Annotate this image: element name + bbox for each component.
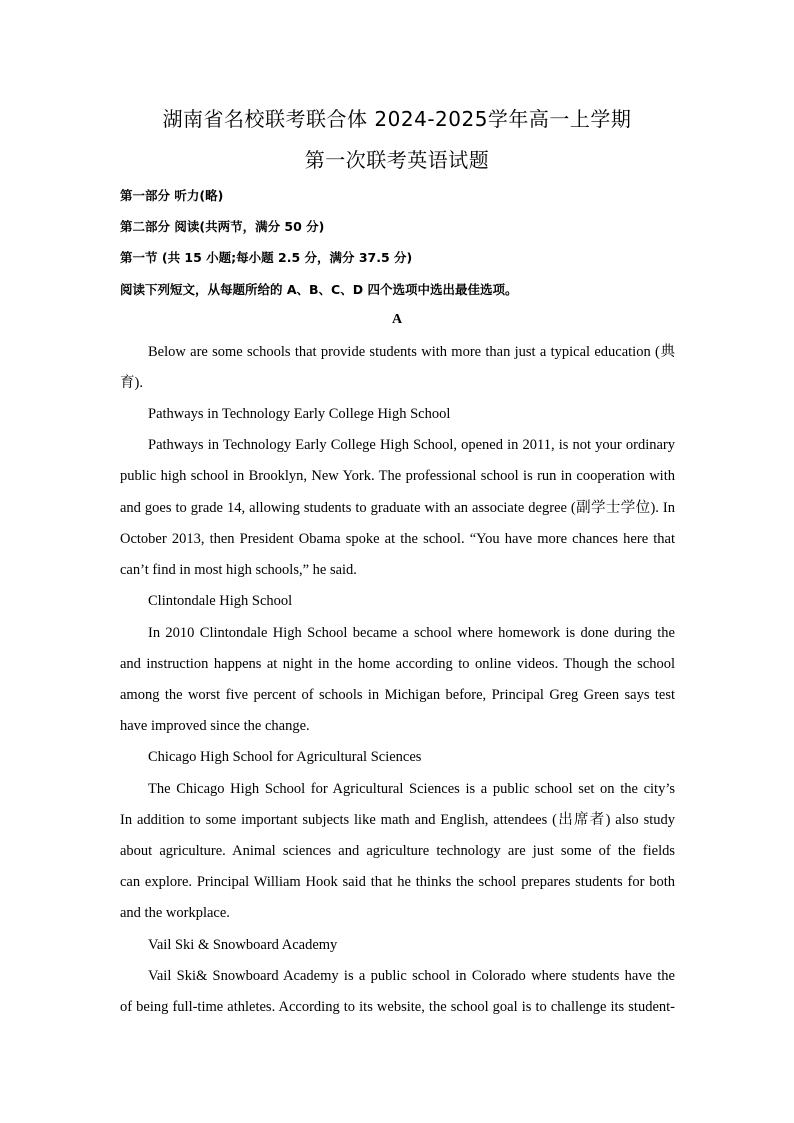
school-3-line: In addition to some important subjects like math and English, attendees (出席者) also study xyxy=(120,812,675,828)
part-2-heading: 第二部分 阅读(共两节，满分 50 分) xyxy=(120,219,325,234)
school-2-line: among the worst five percent of schools in Michigan before, Principal Greg Green says test xyxy=(120,687,675,703)
school-4-line: of being full-time athletes. According to its website, the school goal is to challenge its student- xyxy=(120,999,675,1015)
intro-line: 育). xyxy=(120,375,143,391)
document-title-line-1: 湖南省名校联考联合体 2024-2025学年高一上学期 xyxy=(162,107,632,131)
school-4-line: Vail Ski& Snowboard Academy is a public school in Colorado where students have the xyxy=(148,968,675,984)
school-3-line: about agriculture. Animal sciences and agriculture technology are just some of the fields xyxy=(120,843,675,859)
part-1-heading: 第一部分 听力(略) xyxy=(120,188,224,203)
school-1-line: October 2013, then President Obama spoke at the school. “You have more chances here that xyxy=(120,531,675,547)
school-3-line: can explore. Principal William Hook said that he thinks the school prepares students for both xyxy=(120,874,675,890)
document-title-line-2: 第一次联考英语试题 xyxy=(304,148,490,172)
school-4-title: Vail Ski & Snowboard Academy xyxy=(148,937,338,953)
school-1-line: public high school in Brooklyn, New York. The professional school is run in cooperation with xyxy=(120,468,675,484)
school-3-line: The Chicago High School for Agricultural Sciences is a public school set on the city’s xyxy=(148,781,675,797)
passage-label: A xyxy=(391,312,403,327)
school-3-title: Chicago High School for Agricultural Sciences xyxy=(148,749,422,765)
school-1-title: Pathways in Technology Early College High School xyxy=(148,406,451,422)
school-1-line: can’t find in most high schools,” he said. xyxy=(120,562,357,578)
school-1-line: and goes to grade 14, allowing students to graduate with an associate degree (副学士学位). In xyxy=(120,500,675,516)
section-1-heading: 第一节 (共 15 小题;每小题 2.5 分，满分 37.5 分) xyxy=(120,250,413,265)
school-3-line: and the workplace. xyxy=(120,905,230,921)
school-1-line: Pathways in Technology Early College High School, opened in 2011, is not your ordinary xyxy=(148,437,675,453)
school-2-title: Clintondale High School xyxy=(148,593,293,609)
intro-line: Below are some schools that provide students with more than just a typical education (典 xyxy=(148,344,675,360)
instruction-text: 阅读下列短文，从每题所给的 A、B、C、D 四个选项中选出最佳选项。 xyxy=(120,282,518,297)
school-2-line: In 2010 Clintondale High School became a school where homework is done during the xyxy=(148,625,675,641)
school-2-line: have improved since the change. xyxy=(120,718,310,734)
school-2-line: and instruction happens at night in the home according to online videos. Though the school xyxy=(120,656,675,672)
